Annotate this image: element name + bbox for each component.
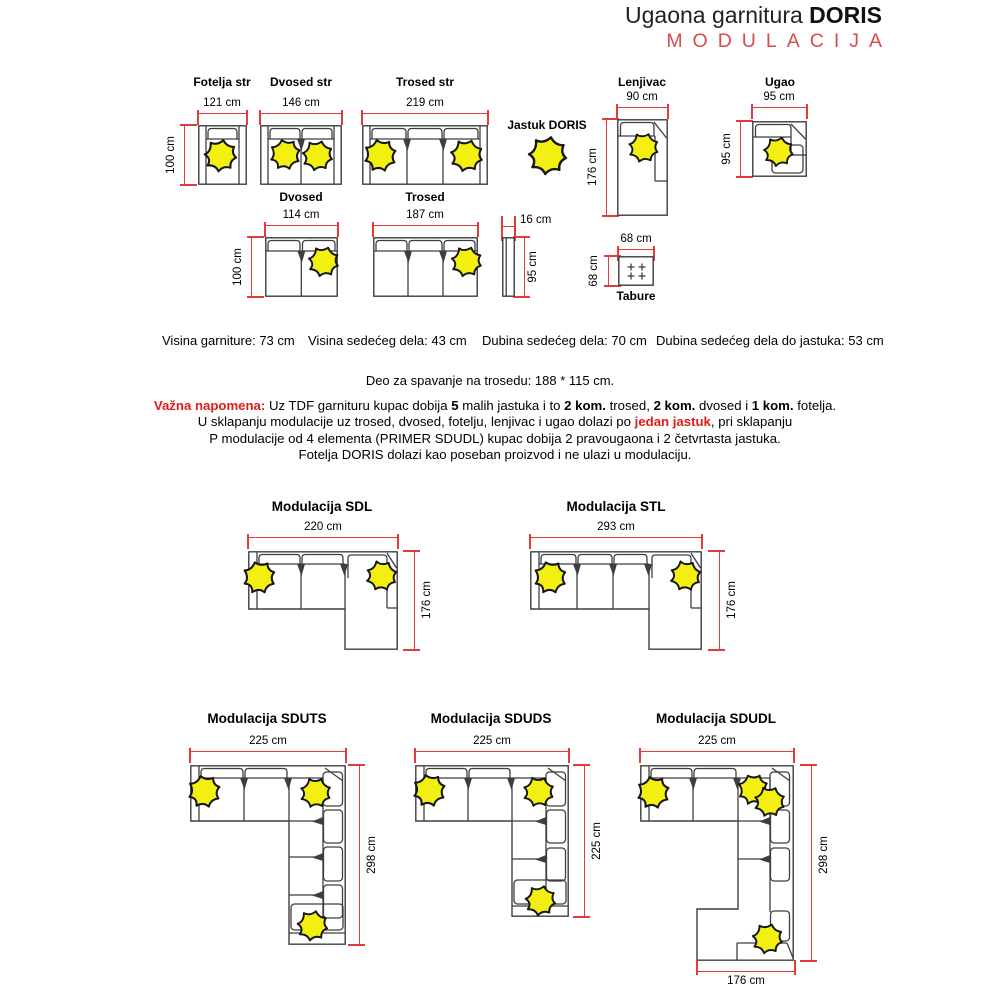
dim-label-sduds-width: 225 cm [473, 735, 511, 747]
tabure-drawing [618, 256, 654, 286]
dim-label-sdl-width: 220 cm [304, 521, 342, 533]
page-title-brand: DORIS [809, 2, 882, 28]
dim-label-ugao-width: 95 cm [763, 91, 795, 103]
dim-label-row1-depth: 100 cm [165, 136, 177, 174]
dvosed-str-drawing [260, 125, 342, 185]
dim-line-ugao-width [752, 107, 807, 108]
dim-line-stl-depth [719, 551, 720, 650]
modulation-sduds-drawing [415, 765, 569, 917]
modulation-sdudl-drawing [640, 765, 794, 961]
note-text: U sklapanju modulacije uz trosed, dvosed, fotelju, lenjivac i ugao dolazi po [197, 414, 635, 430]
dim-line-sdudl-depth [811, 765, 812, 961]
dim-label-trosed-width: 187 cm [406, 209, 444, 221]
dim-label-tabure-width: 68 cm [620, 233, 652, 245]
dim-label-stl-width: 293 cm [597, 521, 635, 533]
dim-line-lenjivac-width [617, 107, 668, 108]
dim-label-sdudl-width: 225 cm [698, 735, 736, 747]
spec-visina-sedeceg-dela: Visina sedećeg dela: 43 cm [308, 333, 467, 348]
dim-line-tabure-width [618, 249, 654, 250]
note-line-1 [105, 398, 885, 414]
dim-line-lenjivac-depth [606, 119, 607, 216]
dim-line-fotelja-width [198, 113, 247, 114]
dim-line-row2-depth [251, 237, 252, 297]
modulation-title-sduts: Modulacija SDUTS [207, 711, 327, 726]
spec-dubina-sedeceg-dela: Dubina sedećeg dela: 70 cm [482, 333, 647, 348]
dim-line-sduds-depth [584, 765, 585, 917]
lenjivac-drawing [617, 119, 668, 216]
dim-label-sduds-depth: 225 cm [591, 822, 603, 860]
note-label: Važna napomena: [153, 398, 266, 413]
dim-label-lenjivac-depth: 176 cm [587, 148, 599, 186]
header [625, 2, 892, 53]
sleeping-area-note: Deo za spavanje na trosedu: 188 * 115 cm. [365, 373, 615, 388]
dim-label-trosed-str-width: 219 cm [406, 97, 444, 109]
dim-line-sdl-depth [414, 551, 415, 650]
dim-line-trosed-width [373, 225, 478, 226]
module-label-trosed: Trosed [405, 190, 445, 204]
note-text: trosed, [605, 398, 654, 413]
module-label-jastuk: Jastuk DORIS [507, 118, 587, 132]
dim-line-sdudl-bottom-width [697, 971, 795, 972]
trosed-str-drawing [362, 125, 488, 185]
modulation-sdl-drawing [248, 551, 398, 650]
dim-line-ugao-depth [740, 121, 741, 177]
trosed-drawing [373, 237, 478, 297]
dim-label-fotelja-width: 121 cm [203, 97, 241, 109]
page-subtitle: MODULACIJA [666, 30, 892, 52]
modulation-title-sdudl: Modulacija SDUDL [655, 711, 777, 726]
dim-label-rukonaslon-width: 16 cm [520, 214, 552, 226]
spec-dubina-do-jastuka: Dubina sedećeg dela do jastuka: 53 cm [656, 333, 884, 348]
dim-label-row2-depth: 100 cm [232, 248, 244, 286]
note-line-2 [105, 414, 885, 430]
note-line-4: Fotelja DORIS dolazi kao poseban proizvod i ne ulazi u modulaciju. [298, 447, 692, 463]
dim-line-rukonaslon-depth [524, 237, 525, 297]
dim-label-lenjivac-width: 90 cm [626, 91, 658, 103]
dim-line-sdudl-width [640, 751, 794, 752]
dim-label-rukonaslon-depth: 95 cm [527, 251, 539, 283]
dim-label-dvosed-str-width: 146 cm [282, 97, 320, 109]
dim-label-sduts-depth: 298 cm [366, 836, 378, 874]
note-bold: 5 [451, 398, 459, 413]
armrest-profile-drawing [502, 237, 515, 297]
note-text: Uz TDF garnituru kupac dobija [265, 398, 452, 413]
module-label-dvosed: Dvosed [279, 190, 323, 204]
module-label-lenjivac: Lenjivac [617, 75, 667, 89]
dim-line-sdl-width [248, 537, 398, 538]
pillow-icon [522, 130, 572, 180]
module-label-ugao: Ugao [765, 75, 795, 89]
note-text: dvosed i [695, 398, 752, 413]
modulation-title-sduds: Modulacija SDUDS [430, 711, 552, 726]
note-text: fotelja. [793, 398, 837, 413]
module-label-dvosed-str: Dvosed str [269, 75, 333, 89]
dim-label-stl-depth: 176 cm [726, 581, 738, 619]
modulation-stl-drawing [530, 551, 702, 650]
dim-label-ugao-depth: 95 cm [721, 133, 733, 165]
note-bold: 2 kom. [564, 398, 606, 413]
important-note [105, 398, 885, 464]
note-line-3: P modulacije od 4 elementa (PRIMER SDUDL) kupac dobija 2 pravougaona i 2 četvrtasta jastuka. [209, 430, 781, 446]
spec-visina-garniture: Visina garniture: 73 cm [162, 333, 295, 348]
dim-line-sduds-width [415, 751, 569, 752]
module-label-tabure: Tabure [616, 289, 656, 303]
page-title-text: Ugaona garnitura [625, 2, 810, 28]
dim-label-sdudl-depth: 298 cm [818, 836, 830, 874]
modulation-title-sdl: Modulacija SDL [271, 499, 373, 514]
page-title [625, 2, 882, 29]
dim-line-sduts-width [190, 751, 346, 752]
dim-label-sduts-width: 225 cm [249, 735, 287, 747]
modulation-sduts-drawing [190, 765, 346, 945]
dim-line-stl-width [530, 537, 702, 538]
dim-line-trosed-str-width [362, 113, 488, 114]
note-red-bold: jedan jastuk [634, 414, 711, 430]
dim-line-tabure-depth [608, 256, 609, 286]
dim-label-sdudl-bottom-width: 176 cm [727, 975, 765, 987]
fotelja-str-drawing [198, 125, 247, 185]
module-label-trosed-str: Trosed str [395, 75, 455, 89]
modulation-title-stl: Modulacija STL [566, 499, 666, 514]
dim-label-dvosed-width: 114 cm [282, 209, 320, 221]
module-label-fotelja-str: Fotelja str [193, 75, 251, 89]
note-bold: 1 kom. [751, 398, 794, 413]
dim-line-row1-depth [184, 125, 185, 185]
note-bold: 2 kom. [653, 398, 696, 413]
note-text: malih jastuka i to [458, 398, 565, 413]
dim-line-sduts-depth [359, 765, 360, 945]
note-text: , pri sklapanju [710, 414, 793, 430]
dim-label-sdl-depth: 176 cm [421, 581, 433, 619]
dvosed-drawing [265, 237, 338, 297]
dim-line-dvosed-str-width [260, 113, 342, 114]
ugao-drawing [752, 121, 807, 177]
dim-line-dvosed-width [265, 225, 338, 226]
dim-line-rukonaslon-width [502, 226, 515, 227]
dim-label-tabure-depth: 68 cm [588, 255, 600, 287]
